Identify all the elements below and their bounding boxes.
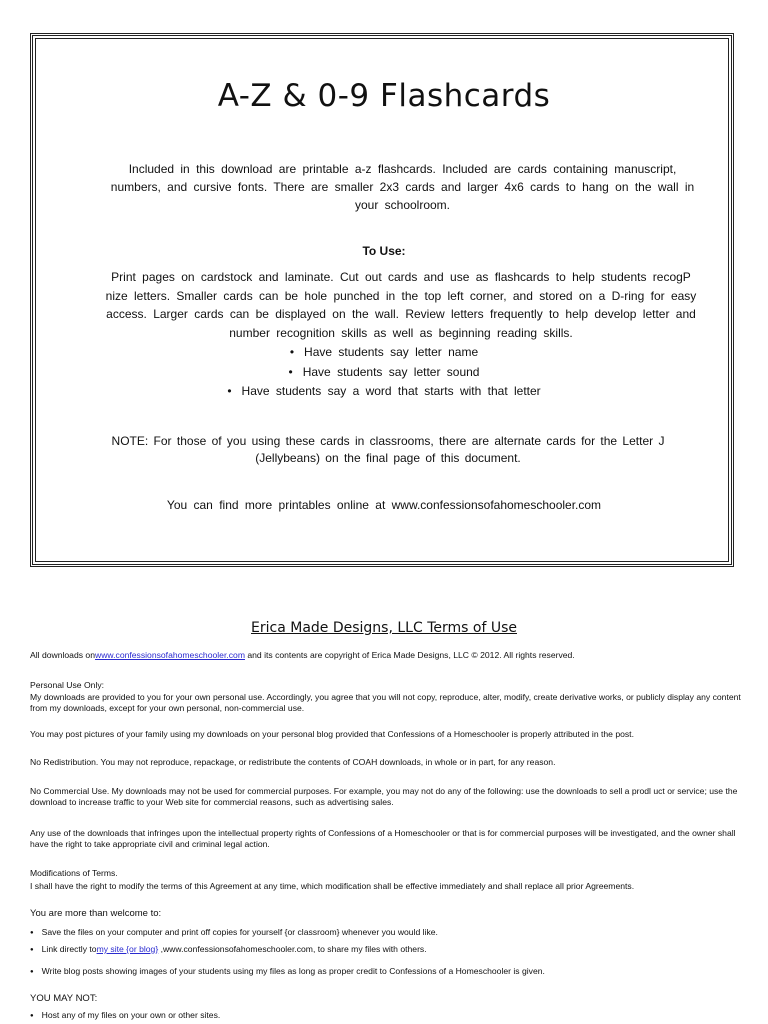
welcome-item: [30, 966, 742, 979]
intro-paragraph: Included in this download are printable a-z flashcards. Included are cards containing manuscript, numbers, and cursive fonts. There are smaller 2x3 cards and larger 4x6 cards to hang on the wall in your schoolroom.: [110, 162, 695, 212]
welcome-item: [30, 944, 742, 957]
modifications-text: I shall have the right to modify the terms of this Agreement at any time, which modification shall be effective immediately and shall replace all prior Agreements.: [30, 881, 635, 891]
may-not-heading: YOU MAY NOT:: [30, 993, 98, 1004]
welcome-item-prefix: Link directly to: [41, 944, 97, 954]
blog-use-text: You may post pictures of your family using my downloads on your personal blog provided that Confessions of a Homeschooler is properly attributed in the post.: [30, 729, 634, 739]
may-not-item-text: Host any of my files on your own or other sites.: [41, 1010, 221, 1020]
tip-item: • Have students say a word that starts with that letter: [0, 382, 768, 402]
to-use-paragraph: Print pages on cardstock and laminate. Cut out cards and use as flashcards to help students recogP nize letters. Smaller cards can be hole punched in the top left corner, and stored on a D-ring for easy access. Larger cards can be displayed on the wall. Review letters frequently to help develop letter and number recognition skills as well as beginning reading skills.: [105, 270, 697, 340]
to-use-heading: To Use:: [362, 244, 406, 258]
tips-list: [0, 343, 768, 402]
page-title: A-Z & 0-9 Flashcards: [217, 78, 551, 114]
welcome-item-suffix: ,www.confessionsofahomeschooler.com, to share my files with others.: [158, 944, 427, 954]
tip-item: • Have students say letter name: [0, 343, 768, 363]
personal-use-text: My downloads are provided to you for your own personal use. Accordingly, you agree that you will not copy, reproduce, alter, modify, create derivative works, or publicly display any content from my downloads, except for your own personal, non-commercial use.: [30, 692, 741, 713]
copyright-suffix: and its contents are copyright of Erica Made Designs, LLC © 2012. All rights reserved.: [244, 650, 575, 660]
no-redistribution-text: No Redistribution. You may not reproduce, repackage, or redistribute the contents of COAH downloads, in whole or in part, for any reason.: [30, 757, 556, 767]
site-link[interactable]: www.confessionsofahomeschooler.com: [94, 650, 245, 660]
welcome-item-text: Save the files on your computer and print off copies for yourself {or classroom} whenever you would like.: [41, 927, 438, 937]
modifications-heading: Modifications of Terms.: [30, 868, 118, 878]
welcome-item-text: Write blog posts showing images of your students using my files as long as proper credit to Confessions of a Homeschooler is given.: [41, 966, 545, 976]
more-printables-text: You can find more printables online at www.confessionsofahomeschooler.com: [166, 498, 602, 512]
welcome-item: [30, 927, 742, 940]
my-site-link[interactable]: my site {or blog}: [96, 944, 159, 954]
terms-title: Erica Made Designs, LLC Terms of Use: [251, 620, 517, 636]
welcome-heading: You are more than welcome to:: [30, 908, 162, 919]
infringement-text: Any use of the downloads that infringes upon the intellectual property rights of Confessions of a Homeschooler or that is for commercial purposes will be investigated, and the owner shall have the right to take appropriate civil and criminal legal action.: [30, 828, 736, 849]
copyright-line: [30, 650, 742, 661]
may-not-item: [30, 1010, 742, 1023]
no-commercial-text: No Commercial Use. My downloads may not be used for commercial purposes. For example, you may not do any of the following: use the downloads to sell a prodl uct or service; use the download to increase traffic to your Web site for commercial reasons, such as advertising sales.: [30, 786, 738, 807]
personal-use-heading: Personal Use Only:: [30, 680, 105, 690]
tip-item: • Have students say letter sound: [0, 363, 768, 383]
note-paragraph: NOTE: For those of you using these cards in classrooms, there are alternate cards for the Letter J (Jellybeans) on the final page of this document.: [111, 434, 665, 465]
copyright-prefix: All downloads on: [30, 650, 95, 660]
